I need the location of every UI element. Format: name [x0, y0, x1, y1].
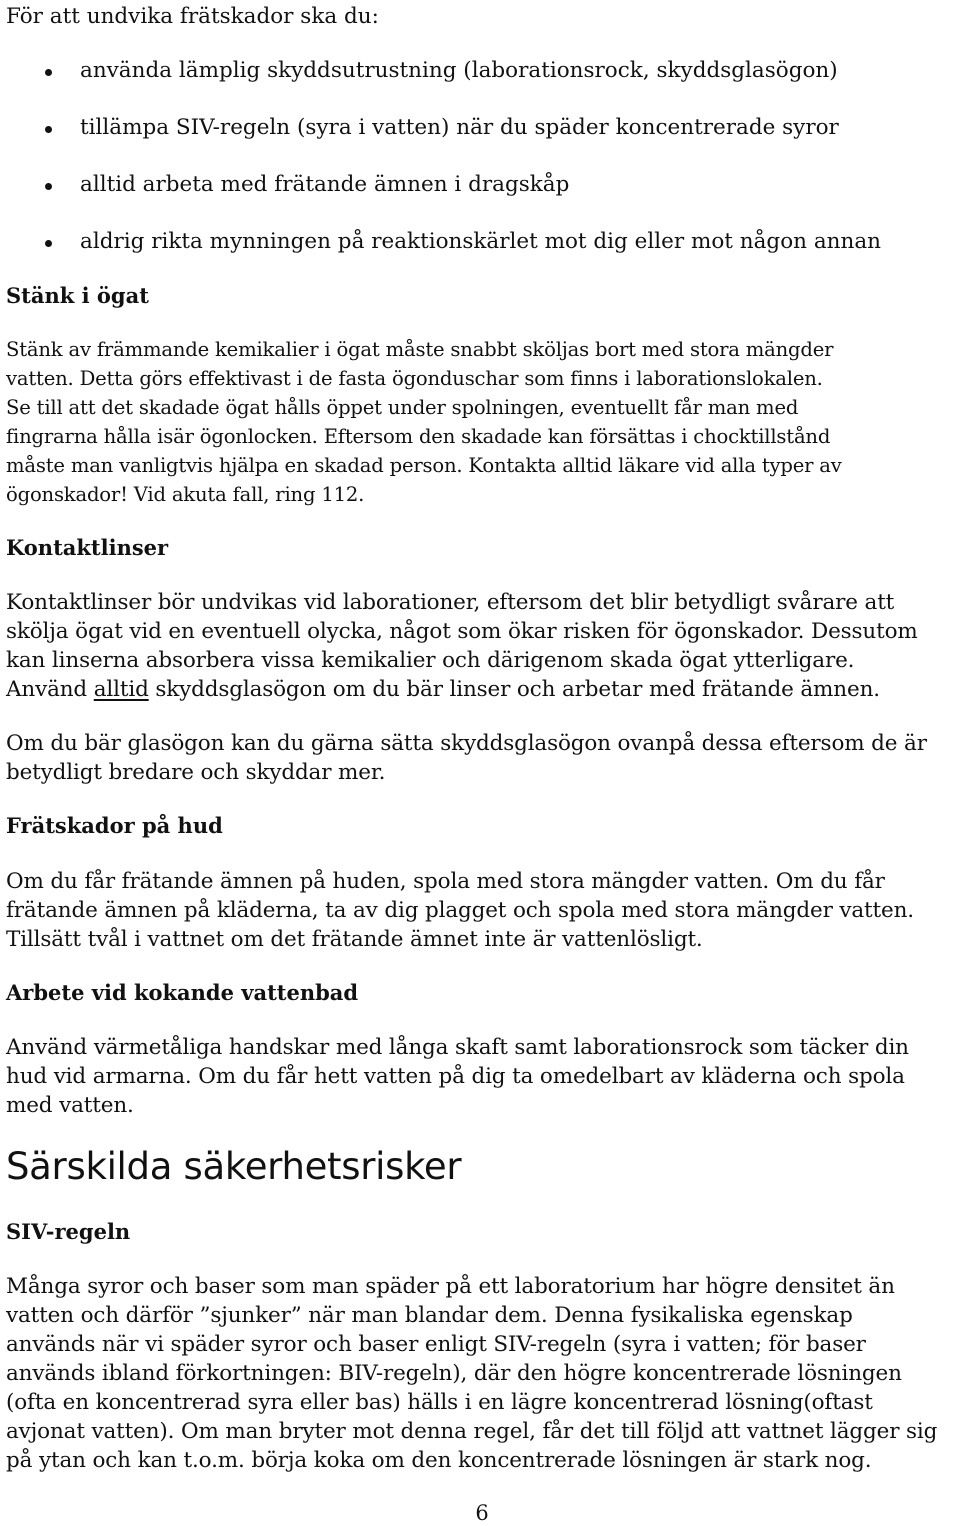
- paragraph-contact-lenses: [6, 588, 958, 704]
- safety-bullet-list: [6, 56, 958, 284]
- heading-skin-burns: Frätskador på hud: [6, 813, 223, 838]
- text-line: skölja ögat vid en eventuell olycka, något som ökar risken för ögonskador. Dessutom: [6, 619, 918, 644]
- page-number: 6: [475, 1501, 489, 1525]
- text-line: på ytan och kan t.o.m. börja koka om den koncentrerade lösningen är stark nog.: [6, 1448, 872, 1473]
- paragraph-skin-burns: [6, 867, 958, 954]
- text-line: fingrarna hålla isär ögonlocken. Eftersom den skadade kan försättas i chocktillstånd: [6, 425, 831, 448]
- text-line: Om du bär glasögon kan du gärna sätta skyddsglasögon ovanpå dessa eftersom de är: [6, 731, 927, 756]
- list-item-text: aldrig rikta mynningen på reaktionskärlet mot dig eller mot någon annan: [80, 229, 881, 254]
- text-line: ögonskador! Vid akuta fall, ring 112.: [6, 483, 365, 506]
- text-line: Använd värmetåliga handskar med långa skaft samt laborationsrock som täcker din: [6, 1035, 909, 1060]
- heading-siv-rule: SIV-regeln: [6, 1219, 131, 1244]
- paragraph-water-bath: [6, 1033, 958, 1120]
- text-segment: Använd: [6, 677, 94, 702]
- text-line: används när vi späder syror och baser enligt SIV-regeln (syra i vatten; för baser: [6, 1332, 866, 1357]
- text-line: [6, 675, 958, 704]
- bullet-icon: [45, 126, 52, 133]
- text-line: frätande ämnen på kläderna, ta av dig plagget och spola med stora mängder vatten.: [6, 898, 914, 923]
- list-item-text: tillämpa SIV-regeln (syra i vatten) när du späder koncentrerade syror: [80, 115, 839, 140]
- list-item: [6, 113, 958, 170]
- paragraph-siv-rule: [6, 1272, 958, 1475]
- paragraph-glasses: [6, 729, 958, 787]
- list-item-text: alltid arbeta med frätande ämnen i dragskåp: [80, 172, 570, 197]
- text-line: (ofta en koncentrerad syra eller bas) hälls i en lägre koncentrerad lösning(oftast: [6, 1390, 873, 1415]
- paragraph-eye-splash: [6, 335, 958, 509]
- text-line: Om du får frätande ämnen på huden, spola med stora mängder vatten. Om du får: [6, 869, 885, 894]
- heading-special-risks: Särskilda säkerhetsrisker: [6, 1145, 462, 1188]
- heading-eye-splash: Stänk i ögat: [6, 283, 149, 308]
- text-segment: skyddsglasögon om du bär linser och arbetar med frätande ämnen.: [148, 677, 880, 702]
- text-line: med vatten.: [6, 1093, 134, 1118]
- text-line: vatten. Detta görs effektivast i de fasta ögonduschar som finns i laborationslokalen.: [6, 367, 823, 390]
- list-item: [6, 170, 958, 227]
- text-line: betydligt bredare och skyddar mer.: [6, 760, 386, 785]
- heading-contact-lenses: Kontaktlinser: [6, 535, 169, 560]
- text-line: Tillsätt tvål i vattnet om det frätande ämnet inte är vattenlösligt.: [6, 927, 703, 952]
- bullet-icon: [45, 69, 52, 76]
- emphasis-underlined: alltid: [93, 677, 149, 702]
- bullet-icon: [45, 240, 52, 247]
- text-line: Många syror och baser som man späder på ett laboratorium har högre densitet än: [6, 1274, 895, 1299]
- text-line: hud vid armarna. Om du får hett vatten på dig ta omedelbart av kläderna och spola: [6, 1064, 905, 1089]
- heading-water-bath: Arbete vid kokande vattenbad: [6, 980, 359, 1005]
- text-line: avjonat vatten). Om man bryter mot denna regel, får det till följd att vattnet lägger sig: [6, 1419, 938, 1444]
- text-line: vatten och därför ”sjunker” när man blandar dem. Denna fysikaliska egenskap: [6, 1303, 853, 1328]
- text-line: Kontaktlinser bör undvikas vid laborationer, eftersom det blir betydligt svårare att: [6, 590, 895, 615]
- list-item: [6, 56, 958, 113]
- text-line: måste man vanligtvis hjälpa en skadad person. Kontakta alltid läkare vid alla typer av: [6, 454, 842, 477]
- bullet-icon: [45, 183, 52, 190]
- text-line: används ibland förkortningen: BIV-regeln), där den högre koncentrerade lösningen: [6, 1361, 902, 1386]
- text-line: Stänk av främmande kemikalier i ögat måste snabbt sköljas bort med stora mängder: [6, 338, 834, 361]
- intro-text: För att undvika frätskador ska du:: [6, 4, 379, 29]
- text-line: Se till att det skadade ögat hålls öppet under spolningen, eventuellt får man med: [6, 396, 799, 419]
- list-item-text: använda lämplig skyddsutrustning (laborationsrock, skyddsglasögon): [80, 58, 838, 83]
- text-line: kan linserna absorbera vissa kemikalier och därigenom skada ögat ytterligare.: [6, 648, 855, 673]
- list-item: [6, 227, 958, 284]
